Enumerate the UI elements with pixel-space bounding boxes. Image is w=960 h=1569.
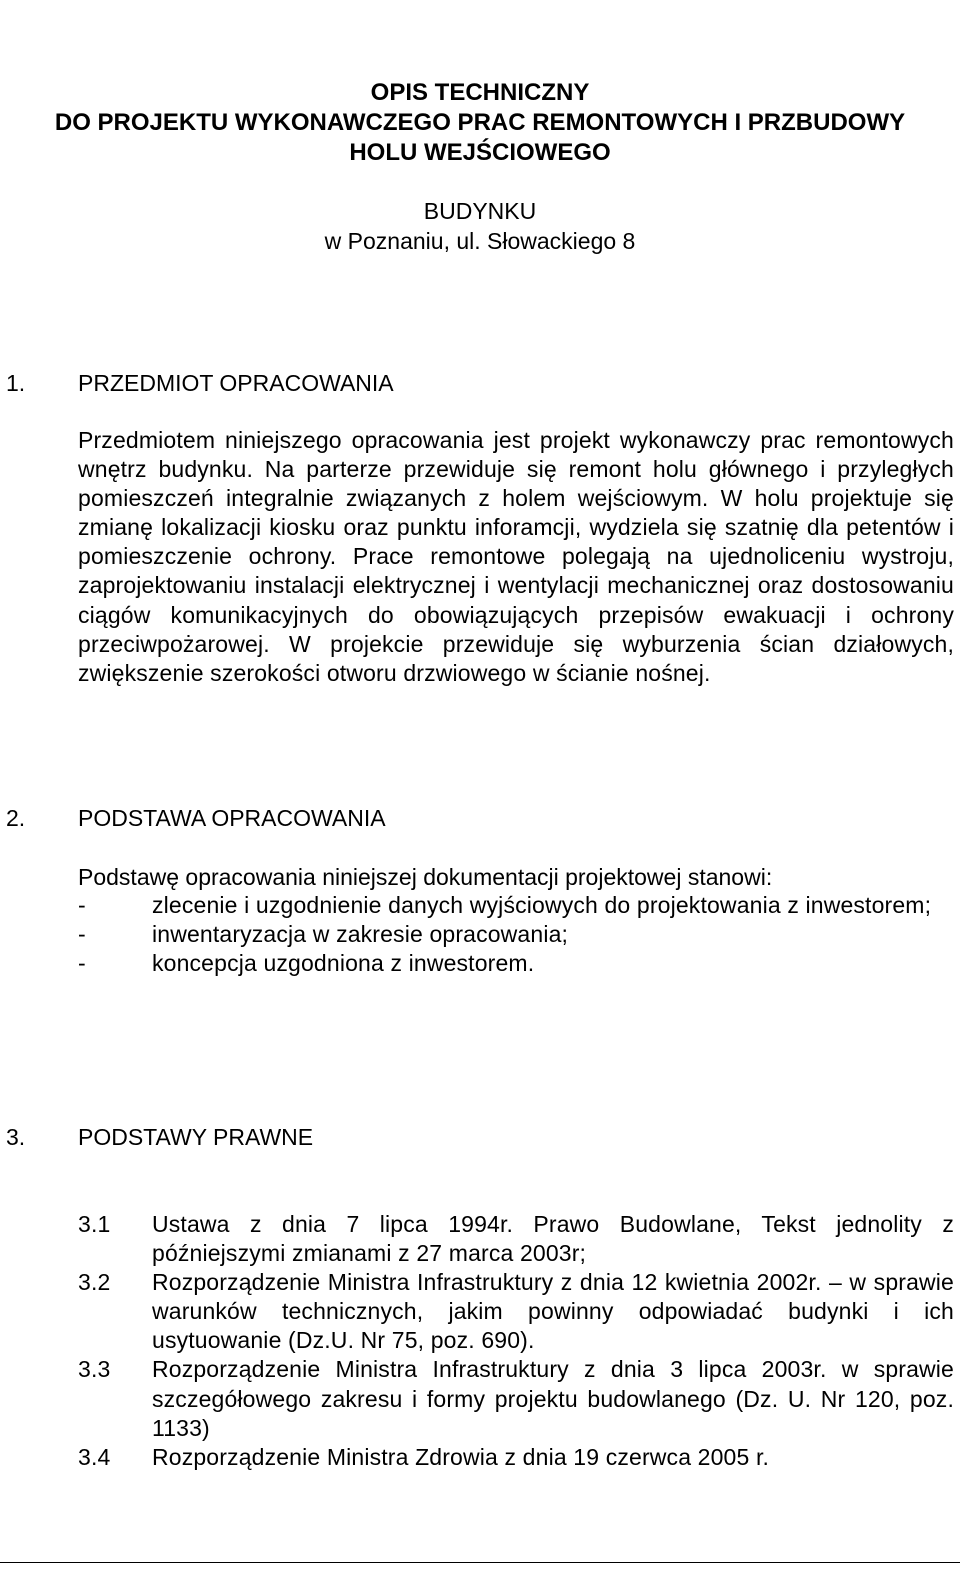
list-item-marker: 3.1 xyxy=(78,1211,111,1237)
list-item-text: koncepcja uzgodniona z inwestorem. xyxy=(152,950,535,977)
section-2-number: 2. xyxy=(6,805,26,831)
title-line-2: DO PROJEKTU WYKONAWCZEGO PRAC REMONTOWYCH I PRZBUDOWY xyxy=(54,109,906,136)
list-item xyxy=(78,1268,954,1355)
list-item-marker: 3.3 xyxy=(78,1356,111,1383)
list-item-text: Rozporządzenie Ministra Infrastruktury z dnia 3 lipca 2003r. w sprawie szczegółowego zakresu i formy projektu budowlanego (Dz. U. Nr 120, poz. 1133) xyxy=(152,1356,954,1441)
document-subtitle xyxy=(0,196,960,256)
title-line-3: HOLU WEJŚCIOWEGO xyxy=(349,139,611,166)
list-item-text: inwentaryzacja w zakresie opracowania; xyxy=(152,921,569,948)
list-item xyxy=(78,1210,954,1268)
section-2-intro: Podstawę opracowania niniejszej dokumentacji projektowej stanowi: xyxy=(78,864,773,890)
list-item xyxy=(78,920,954,949)
section-1-body: Przedmiotem niniejszego opracowania jest projekt wykonawczy prac remontowych wnętrz budynku. Na parterze przewiduje się remont holu głównego i przyległych pomieszczeń integralnie związanych z holem wejściowym. W holu projektuje się zmianę lokalizacji kiosku oraz punktu inforamcji, wydziela się szatnię dla petentów i pomieszczenie ochrony. Prace remontowe polegają na ujednoliceniu wystroju, zaprojektowaniu instalacji elektrycznej i wentylacji mechanicznej oraz dostosowaniu ciągów komunikacyjnych do obowiązujących przepisów ewakuacji i ochrony przeciwpożarowej. W projekcie przewiduje się wyburzenia ścian działowych, zwiększenie szerokości otworu drzwiowego w ścianie nośnej. xyxy=(78,427,954,686)
subtitle-line-1: BUDYNKU xyxy=(423,198,537,224)
section-3-list xyxy=(78,1210,954,1472)
footer-divider xyxy=(0,1562,960,1563)
section-1-title: PRZEDMIOT OPRACOWANIA xyxy=(78,370,394,396)
section-2-list xyxy=(78,891,954,978)
list-item xyxy=(78,891,954,920)
list-item-marker: - xyxy=(78,950,86,977)
list-item-marker: 3.2 xyxy=(78,1269,111,1296)
document-title xyxy=(0,78,960,168)
title-line-1: OPIS TECHNICZNY xyxy=(370,79,590,106)
list-item-text: zlecenie i uzgodnienie danych wyjściowych do projektowania z inwestorem; xyxy=(152,892,932,918)
list-item-marker: - xyxy=(78,892,86,918)
section-3-title: PODSTAWY PRAWNE xyxy=(78,1124,314,1150)
list-item xyxy=(78,949,954,978)
list-item-text: Ustawa z dnia 7 lipca 1994r. Prawo Budowlane, Tekst jednolity z późniejszymi zmianami z 27 marca 2003r; xyxy=(152,1211,954,1267)
list-item-marker: 3.4 xyxy=(78,1443,111,1470)
section-2-title: PODSTAWA OPRACOWANIA xyxy=(78,805,386,831)
list-item-text: Rozporządzenie Ministra Infrastruktury z dnia 12 kwietnia 2002r. – w sprawie warunków technicznych, jakim powinny odpowiadać budynki i ich usytuowanie (Dz.U. Nr 75, poz. 690). xyxy=(152,1269,954,1354)
list-item-marker: - xyxy=(78,921,86,948)
list-item xyxy=(78,1443,954,1472)
list-item-text: Rozporządzenie Ministra Zdrowia z dnia 19 czerwca 2005 r. xyxy=(152,1443,770,1470)
subtitle-line-2: w Poznaniu, ul. Słowackiego 8 xyxy=(324,228,636,254)
section-3-number: 3. xyxy=(6,1124,26,1150)
section-1-number: 1. xyxy=(6,370,26,396)
list-item xyxy=(78,1355,954,1442)
